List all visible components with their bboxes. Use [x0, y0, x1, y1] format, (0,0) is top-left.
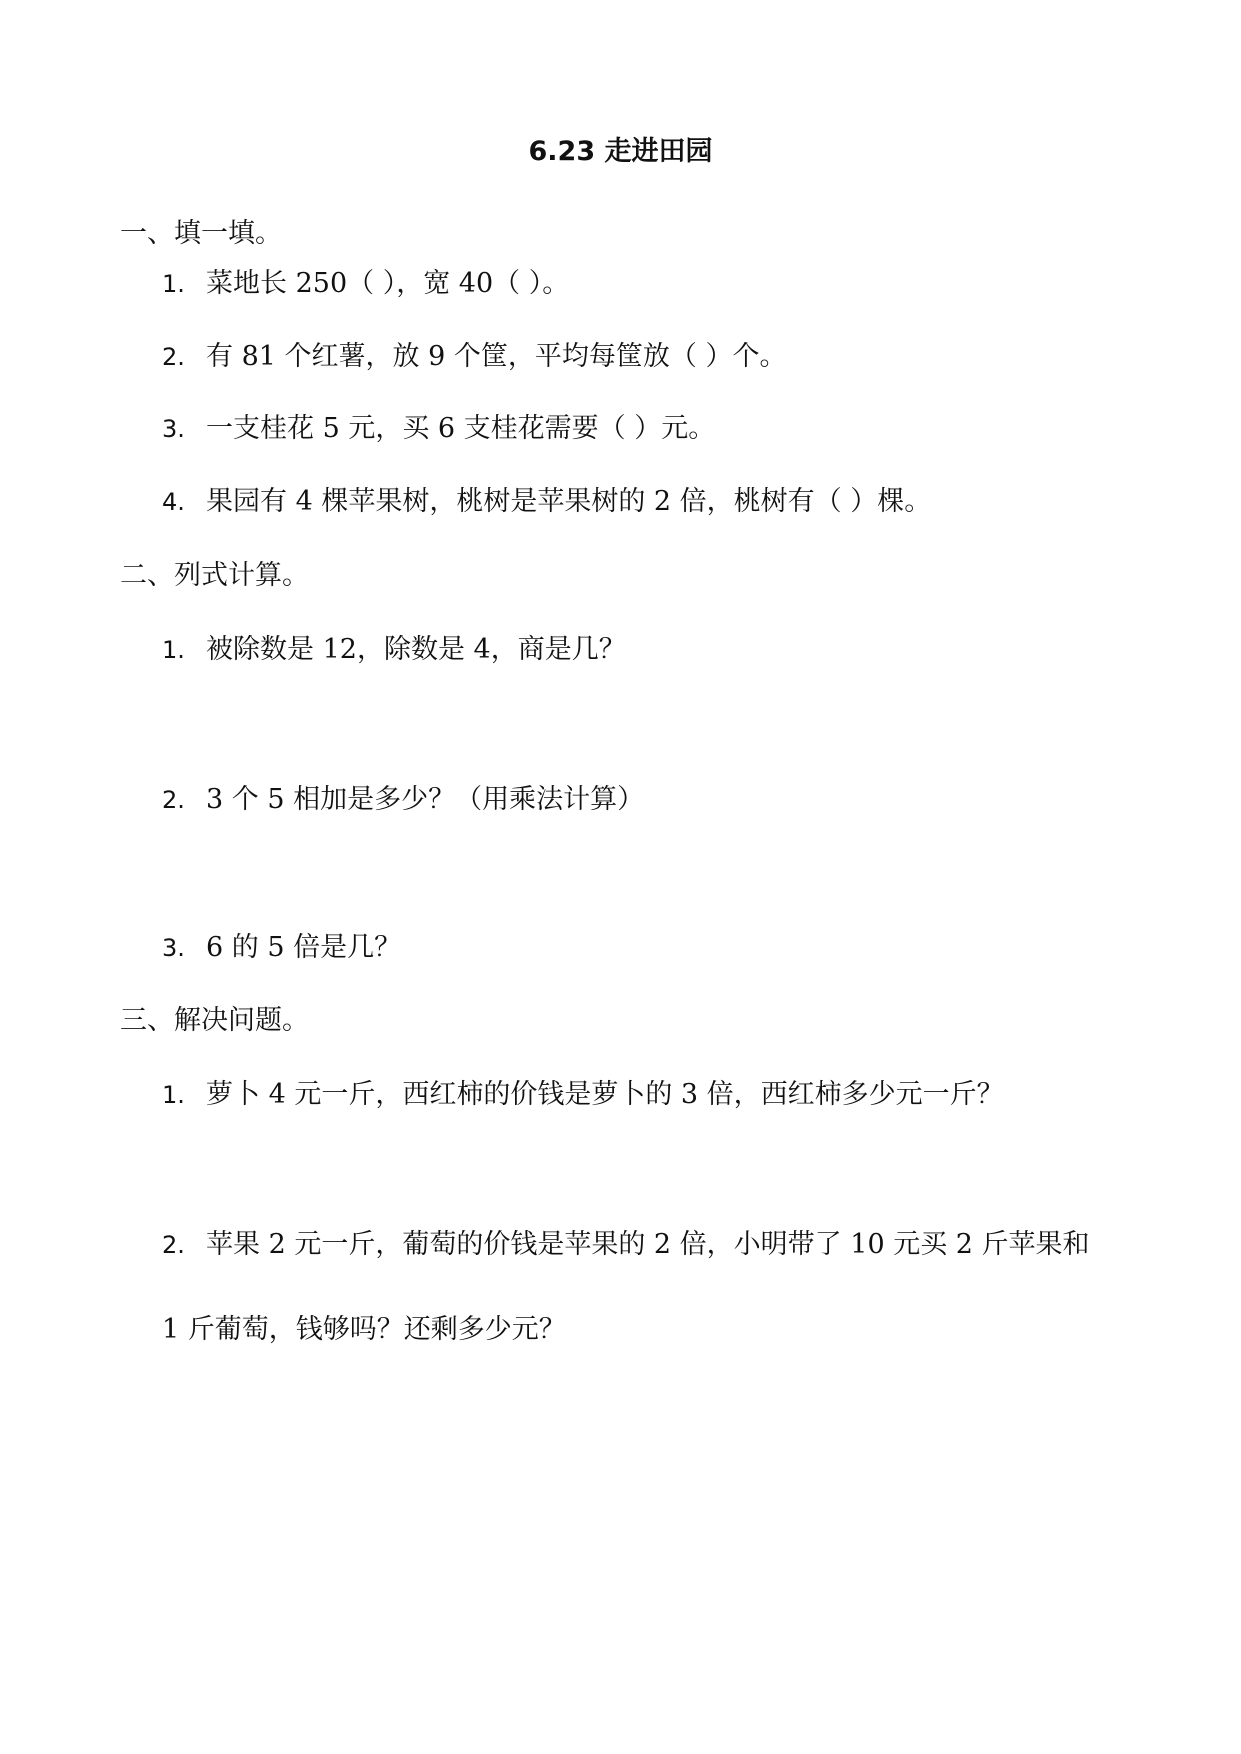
question-1-3: [162, 409, 715, 449]
question-number: 3.: [162, 415, 185, 443]
question-number: 4.: [162, 488, 185, 516]
question-number: 1.: [162, 1081, 185, 1109]
question-2-1: [162, 630, 626, 670]
question-text: 有 81 个红薯，放 9 个筐，平均每筐放（ ）个。: [206, 341, 787, 372]
page-title: 6.23 走进田园: [528, 136, 713, 167]
question-3-2: [162, 1225, 1090, 1265]
question-text: 3 个 5 相加是多少？（用乘法计算）: [206, 784, 645, 815]
question-3-2-continuation: 1 斤葡萄，钱够吗？还剩多少元？: [162, 1314, 566, 1345]
question-number: 1.: [162, 270, 185, 298]
section-heading-fill-in: 一、填一填。: [120, 218, 282, 249]
question-text: 果园有 4 棵苹果树，桃树是苹果树的 2 倍，桃树有（ ）棵。: [206, 486, 932, 517]
question-text: 萝卜 4 元一斤，西红柿的价钱是萝卜的 3 倍，西红柿多少元一斤？: [206, 1079, 1004, 1110]
question-1-1: [162, 264, 569, 304]
section-heading-calculation: 二、列式计算。: [120, 560, 309, 591]
question-number: 1.: [162, 636, 185, 664]
question-1-4: [162, 482, 931, 522]
question-number: 3.: [162, 934, 185, 962]
question-text: 苹果 2 元一斤，葡萄的价钱是苹果的 2 倍，小明带了 10 元买 2 斤苹果和: [206, 1229, 1090, 1260]
question-text: 6 的 5 倍是几？: [206, 932, 402, 963]
question-number: 2.: [162, 786, 185, 814]
question-number: 2.: [162, 1231, 185, 1259]
section-heading-problem-solving: 三、解决问题。: [120, 1005, 309, 1036]
question-text: 菜地长 250（ ），宽 40（ ）。: [206, 268, 570, 299]
question-3-1: [162, 1075, 1004, 1115]
question-2-3: [162, 928, 401, 968]
question-text: 被除数是 12，除数是 4，商是几？: [206, 634, 626, 665]
question-text: 一支桂花 5 元，买 6 支桂花需要（ ）元。: [206, 413, 716, 444]
question-2-2: [162, 780, 644, 820]
question-1-2: [162, 337, 786, 377]
question-number: 2.: [162, 343, 185, 371]
